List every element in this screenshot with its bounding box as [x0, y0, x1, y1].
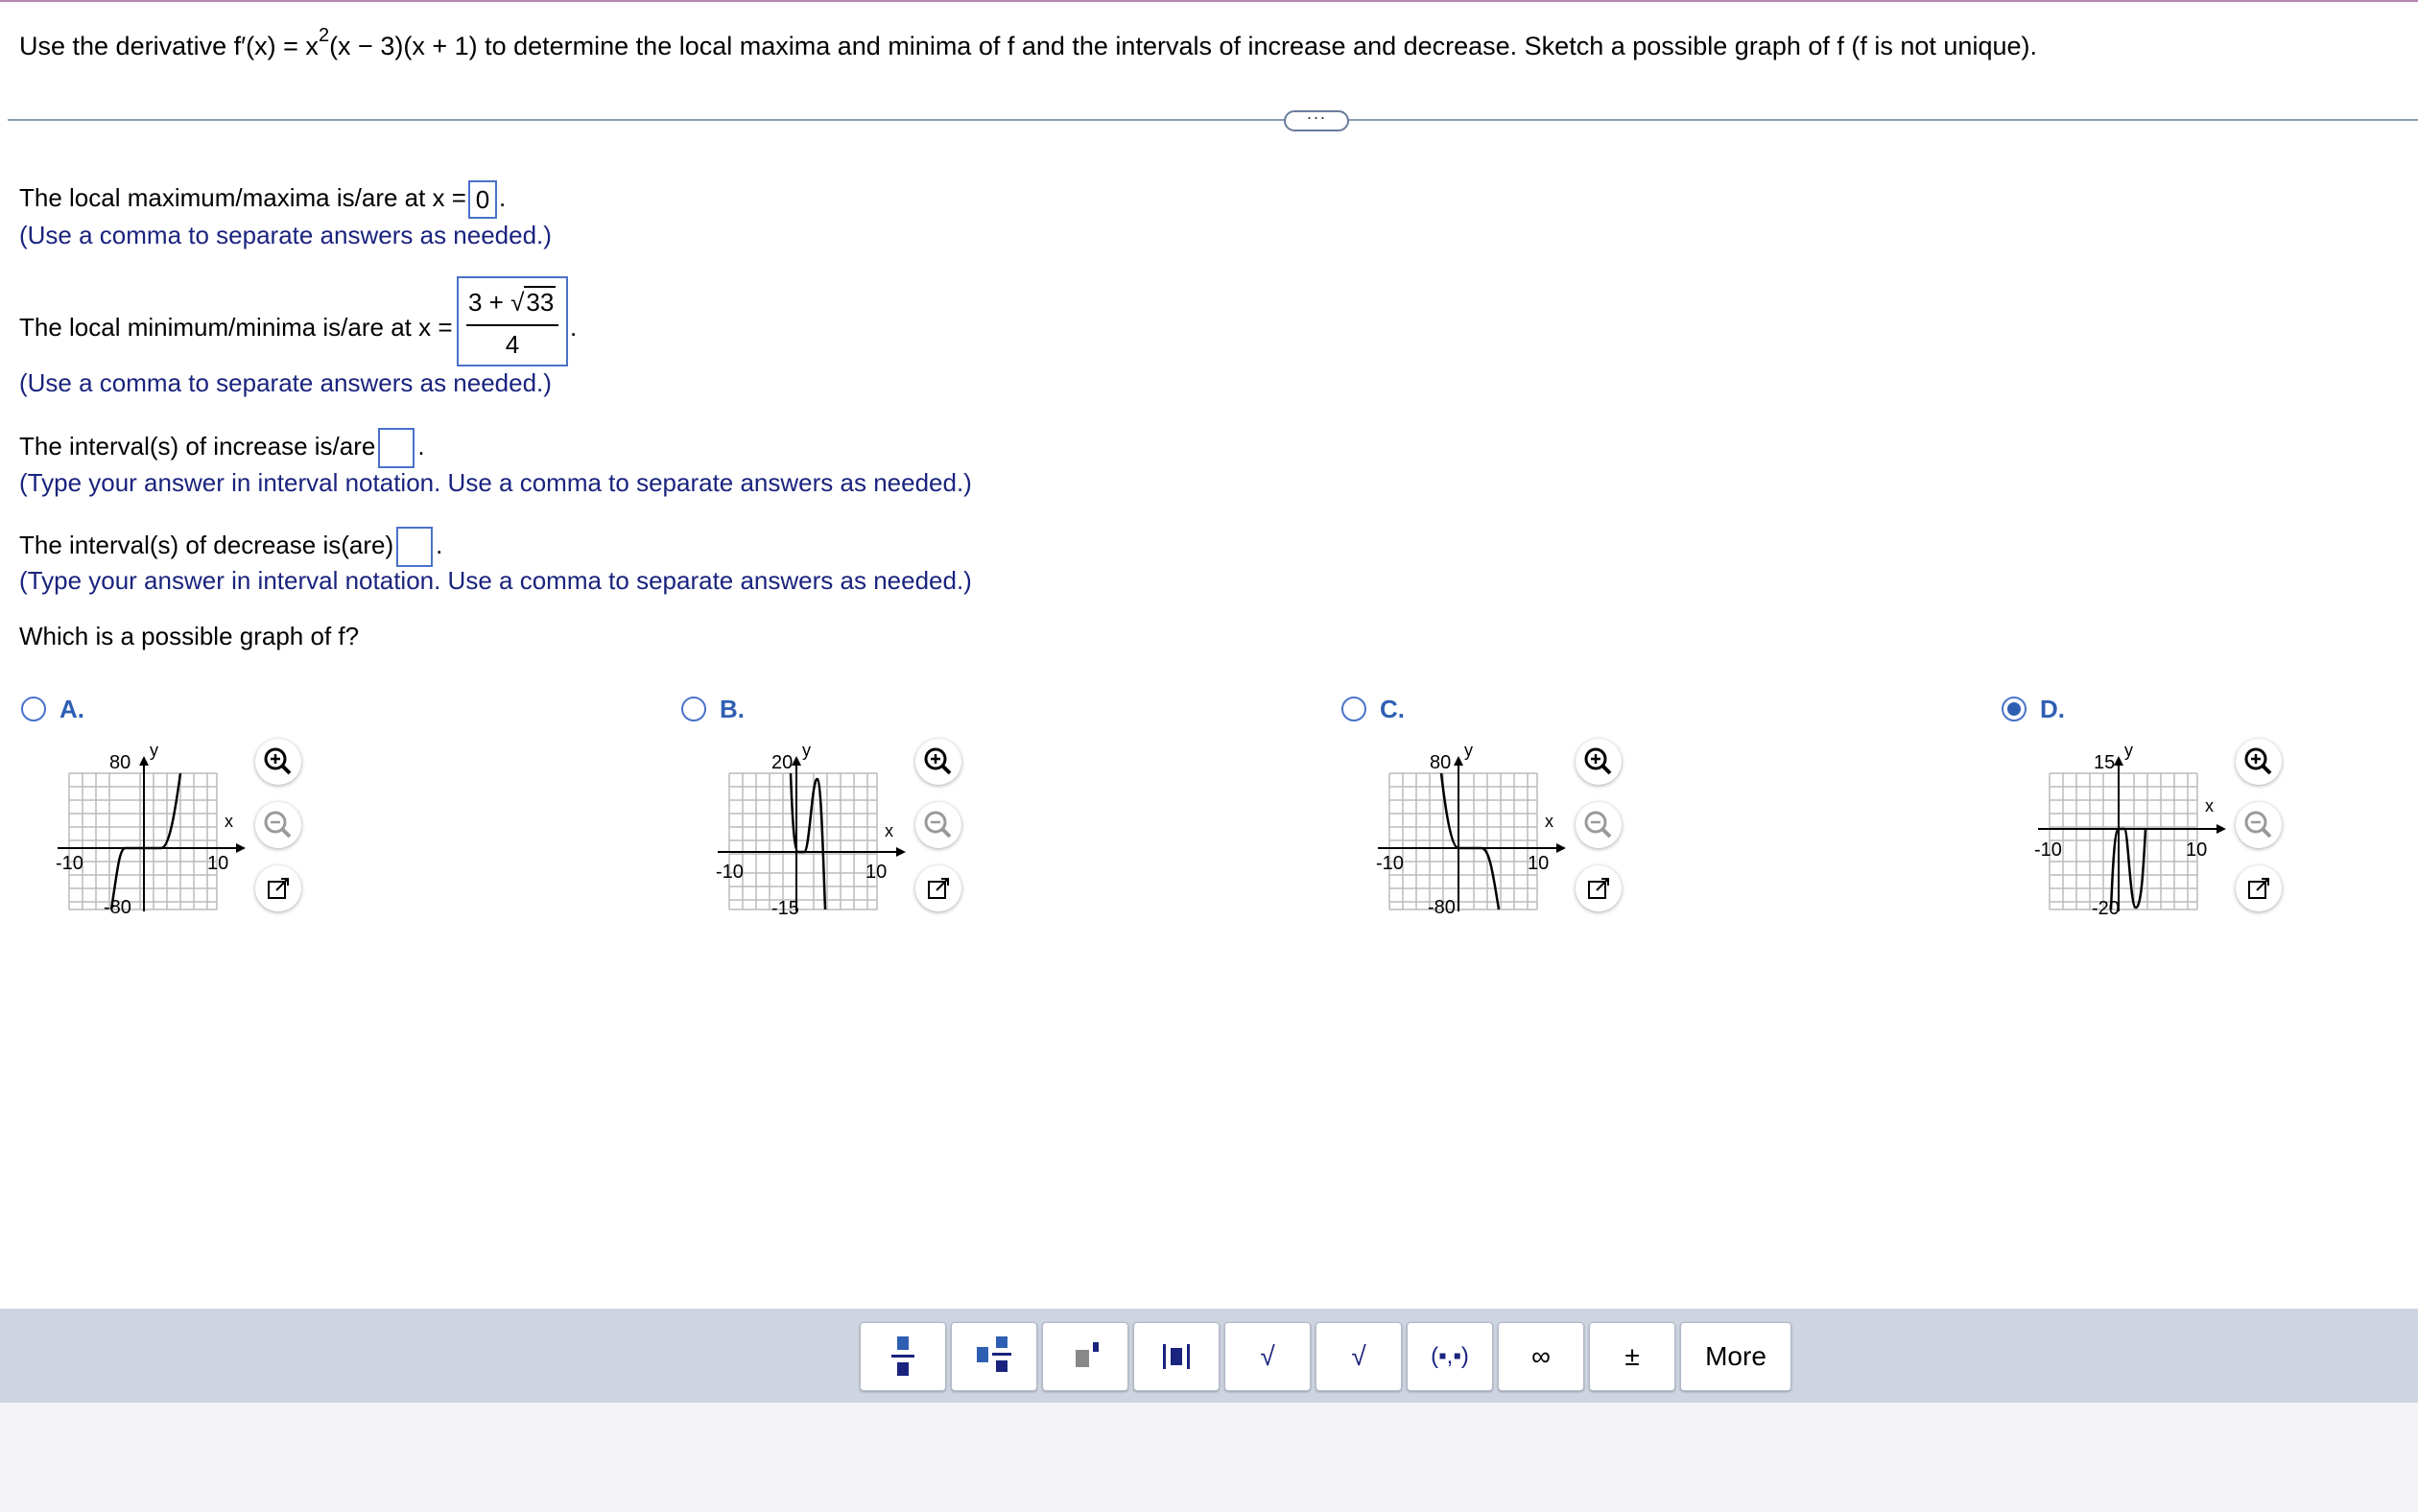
increase-label: The interval(s) of increase is/are	[19, 431, 376, 461]
question-exponent: 2	[318, 25, 330, 46]
graph-b-ylabel: y	[802, 741, 811, 760]
nth-root-icon: √	[1351, 1341, 1366, 1371]
popout-icon	[915, 865, 961, 911]
graph-c-zoom-in-button[interactable]	[1576, 739, 1622, 785]
local-max-hint: (Use a comma to separate answers as needed.)	[19, 221, 552, 249]
local-min-answer-box[interactable]	[457, 276, 568, 366]
graph-d-ymin: -20	[2092, 898, 2120, 919]
absolute-value-button[interactable]	[1133, 1322, 1220, 1391]
graph-c-grid	[1389, 773, 1537, 910]
zoom-out-icon	[915, 802, 961, 848]
increase-line	[19, 428, 425, 468]
graph-a-xlabel: x	[225, 812, 233, 831]
increase-answer-box[interactable]	[378, 428, 415, 468]
zoom-in-icon	[255, 739, 301, 785]
graph-d-zoom-in-button[interactable]	[2236, 739, 2282, 785]
popout-icon	[1576, 865, 1622, 911]
top-accent-line	[0, 0, 2418, 2]
graph-c-ylabel: y	[1464, 741, 1473, 760]
zoom-out-icon	[2236, 802, 2282, 848]
graph-c-xmin: -10	[1376, 853, 1404, 874]
expand-button[interactable]: ···	[1284, 110, 1349, 131]
graph-a-ymin: -80	[104, 897, 131, 918]
numerator-prefix: 3 +	[468, 288, 504, 317]
graph-b-xlabel: x	[885, 821, 893, 840]
graph-b-ymin: -15	[771, 898, 799, 919]
question-prefix: Use the derivative f′(x) = x	[19, 32, 319, 60]
option-d-radio[interactable]	[2002, 697, 2027, 721]
local-min-period: .	[570, 313, 578, 342]
option-a-radio[interactable]	[21, 697, 46, 721]
decrease-answer-box[interactable]	[396, 527, 433, 567]
local-max-period: .	[498, 182, 507, 212]
decrease-period: .	[436, 530, 443, 559]
local-max-label: The local maximum/maxima is/are at x =	[19, 182, 466, 212]
zoom-in-icon	[915, 739, 961, 785]
graph-a-popout-button[interactable]	[255, 865, 301, 911]
sqrt-button[interactable]	[1224, 1322, 1311, 1391]
graph-d[interactable]	[1980, 729, 2268, 921]
more-button[interactable]: More	[1680, 1322, 1791, 1391]
graph-d-xmin: -10	[2034, 839, 2062, 861]
sqrt-icon: √	[1260, 1341, 1275, 1371]
graph-c-xlabel: x	[1545, 812, 1553, 831]
infinity-button[interactable]	[1498, 1322, 1584, 1391]
increase-hint: (Type your answer in interval notation. Use a comma to separate answers as needed.)	[19, 468, 972, 497]
graph-question: Which is a possible graph of f?	[19, 622, 360, 650]
graph-d-xmax: 10	[2186, 839, 2208, 861]
graph-c-zoom-out-button[interactable]	[1576, 802, 1622, 848]
graph-d-ylabel: y	[2124, 741, 2133, 760]
graph-c-popout-button[interactable]	[1576, 865, 1622, 911]
exponent-button[interactable]	[1042, 1322, 1128, 1391]
graph-d-xlabel: x	[2205, 796, 2214, 815]
bottom-panel	[0, 1403, 2418, 1512]
graph-c[interactable]	[1320, 729, 1608, 921]
divider	[8, 119, 2418, 121]
interval-icon: (▪,▪)	[1431, 1343, 1469, 1369]
option-d-label: D.	[2040, 695, 2065, 723]
popout-icon	[255, 865, 301, 911]
mixed-number-button[interactable]	[951, 1322, 1037, 1391]
popout-icon	[2236, 865, 2282, 911]
graph-d-zoom-out-button[interactable]	[2236, 802, 2282, 848]
option-c-radio[interactable]	[1341, 697, 1366, 721]
option-b-label: B.	[720, 695, 745, 723]
fraction-numerator	[468, 288, 556, 318]
graph-c-xmax: 10	[1528, 853, 1550, 874]
graph-b-grid	[729, 773, 877, 910]
local-max-line	[19, 180, 506, 219]
graph-b-zoom-in-button[interactable]	[915, 739, 961, 785]
graph-c-ymin: -80	[1428, 897, 1456, 918]
decrease-line	[19, 527, 442, 567]
graph-b-popout-button[interactable]	[915, 865, 961, 911]
zoom-in-icon	[1576, 739, 1622, 785]
decrease-label: The interval(s) of decrease is(are)	[19, 530, 394, 559]
sqrt-symbol: √	[510, 288, 525, 317]
graph-d-grid	[2050, 773, 2197, 910]
plus-minus-icon: ±	[1624, 1341, 1640, 1371]
fraction-bar	[466, 324, 558, 326]
graph-d-popout-button[interactable]	[2236, 865, 2282, 911]
zoom-out-icon	[255, 802, 301, 848]
question-text	[19, 25, 2037, 61]
fraction-button[interactable]	[860, 1322, 946, 1391]
increase-period: .	[417, 431, 425, 461]
local-min-label: The local minimum/minima is/are at x =	[19, 313, 453, 342]
mixed-number-icon	[952, 1323, 1036, 1390]
graph-c-ymax: 80	[1430, 752, 1452, 773]
option-a-label: A.	[59, 695, 84, 723]
graph-b-xmax: 10	[865, 862, 888, 883]
plus-minus-button[interactable]	[1589, 1322, 1675, 1391]
graph-b-ymax: 20	[771, 752, 794, 773]
graph-a-ylabel: y	[150, 741, 158, 760]
fraction-icon	[861, 1323, 945, 1390]
exponent-icon	[1043, 1323, 1127, 1390]
graph-a-xmax: 10	[207, 853, 229, 874]
fraction-denominator: 4	[505, 330, 520, 359]
graph-a-zoom-out-button[interactable]	[255, 802, 301, 848]
graph-a-ymax: 80	[109, 752, 131, 773]
zoom-in-icon	[2236, 739, 2282, 785]
graph-b-xmin: -10	[716, 862, 744, 883]
graph-a-zoom-in-button[interactable]	[255, 739, 301, 785]
option-c-label: C.	[1380, 695, 1405, 723]
graph-a-xmin: -10	[56, 853, 83, 874]
graph-a[interactable]	[0, 729, 288, 921]
math-toolbar	[0, 1309, 2418, 1403]
absolute-value-icon	[1134, 1323, 1219, 1390]
local-min-hint: (Use a comma to separate answers as needed.)	[19, 368, 552, 397]
graph-d-ymax: 15	[2094, 752, 2116, 773]
nth-root-button[interactable]	[1316, 1322, 1402, 1391]
zoom-out-icon	[1576, 802, 1622, 848]
decrease-hint: (Type your answer in interval notation. Use a comma to separate answers as needed.)	[19, 566, 972, 595]
graph-b[interactable]	[660, 729, 948, 921]
graph-b-zoom-out-button[interactable]	[915, 802, 961, 848]
numerator-radicand: 33	[526, 288, 555, 317]
interval-button[interactable]	[1407, 1322, 1493, 1391]
infinity-icon: ∞	[1531, 1341, 1551, 1371]
option-b-radio[interactable]	[681, 697, 706, 721]
local-max-answer-box[interactable]: 0	[468, 180, 497, 219]
question-suffix: (x − 3)(x + 1) to determine the local maxima and minima of f and the intervals of increase and decrease. Sketch a possible graph of f (f is not unique).	[329, 32, 2037, 60]
